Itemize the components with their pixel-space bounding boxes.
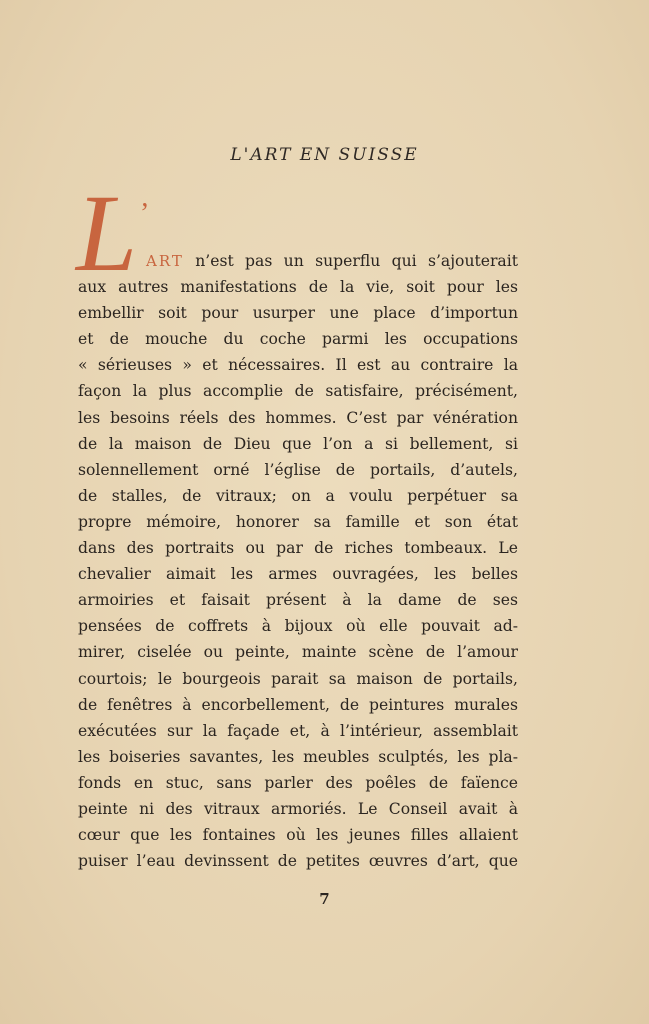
- text-line: fonds en stuc, sans parler des poêles de faïence: [78, 773, 518, 792]
- text-line: exécutées sur la façade et, à l’intérieur, assemblait: [78, 721, 518, 740]
- text-line-first: [78, 248, 518, 274]
- first-line-rest: n’est pas un superflu qui s’ajouterait: [195, 252, 518, 270]
- text-line: les besoins réels des hommes. C’est par vénération: [78, 408, 518, 427]
- running-title: L'ART EN SUISSE: [230, 145, 419, 165]
- text-line: aux autres manifestations de la vie, soit pour les: [78, 278, 518, 297]
- text-line: chevalier aimait les armes ouvragées, les belles: [78, 565, 518, 584]
- text-line: de la maison de Dieu que l’on a si bellement, si: [78, 434, 518, 453]
- text-line: mirer, ciselée ou peinte, mainte scène de l’amour: [78, 643, 518, 662]
- text-line: propre mémoire, honorer sa famille et son état: [78, 512, 518, 531]
- text-line: peinte ni des vitraux armoriés. Le Conseil avait à: [78, 799, 518, 818]
- text-line: embellir soit pour usurper une place d’importun: [78, 304, 518, 323]
- text-line: courtois; le bourgeois parait sa maison de portails,: [78, 669, 518, 688]
- drop-cap-apostrophe: ’: [140, 198, 150, 229]
- text-line: les boiseries savantes, les meubles sculptés, les pla-: [78, 747, 518, 766]
- text-line: de fenêtres à encorbellement, de peintures murales: [78, 695, 518, 714]
- text-line: « sérieuses » et nécessaires. Il est au contraire la: [78, 356, 518, 375]
- page-number: 7: [319, 890, 330, 908]
- text-line: cœur que les fontaines où les jeunes filles allaient: [78, 826, 518, 845]
- text-line: dans des portraits ou par de riches tombeaux. Le: [78, 539, 518, 558]
- body-text: [78, 248, 518, 874]
- text-line: et de mouche du coche parmi les occupations: [78, 330, 518, 349]
- text-line: puiser l’eau devinssent de petites œuvres d’art, que: [78, 852, 518, 871]
- drop-cap: L: [76, 172, 138, 294]
- smallcaps-word: ART: [146, 252, 184, 270]
- text-line: solennellement orné l’église de portails, d’autels,: [78, 460, 518, 479]
- text-line: de stalles, de vitraux; on a voulu perpétuer sa: [78, 486, 518, 505]
- text-line: pensées de coffrets à bijoux où elle pouvait ad-: [78, 617, 518, 636]
- text-line: armoiries et faisait présent à la dame de ses: [78, 591, 518, 610]
- text-line: façon la plus accomplie de satisfaire, précisément,: [78, 382, 518, 401]
